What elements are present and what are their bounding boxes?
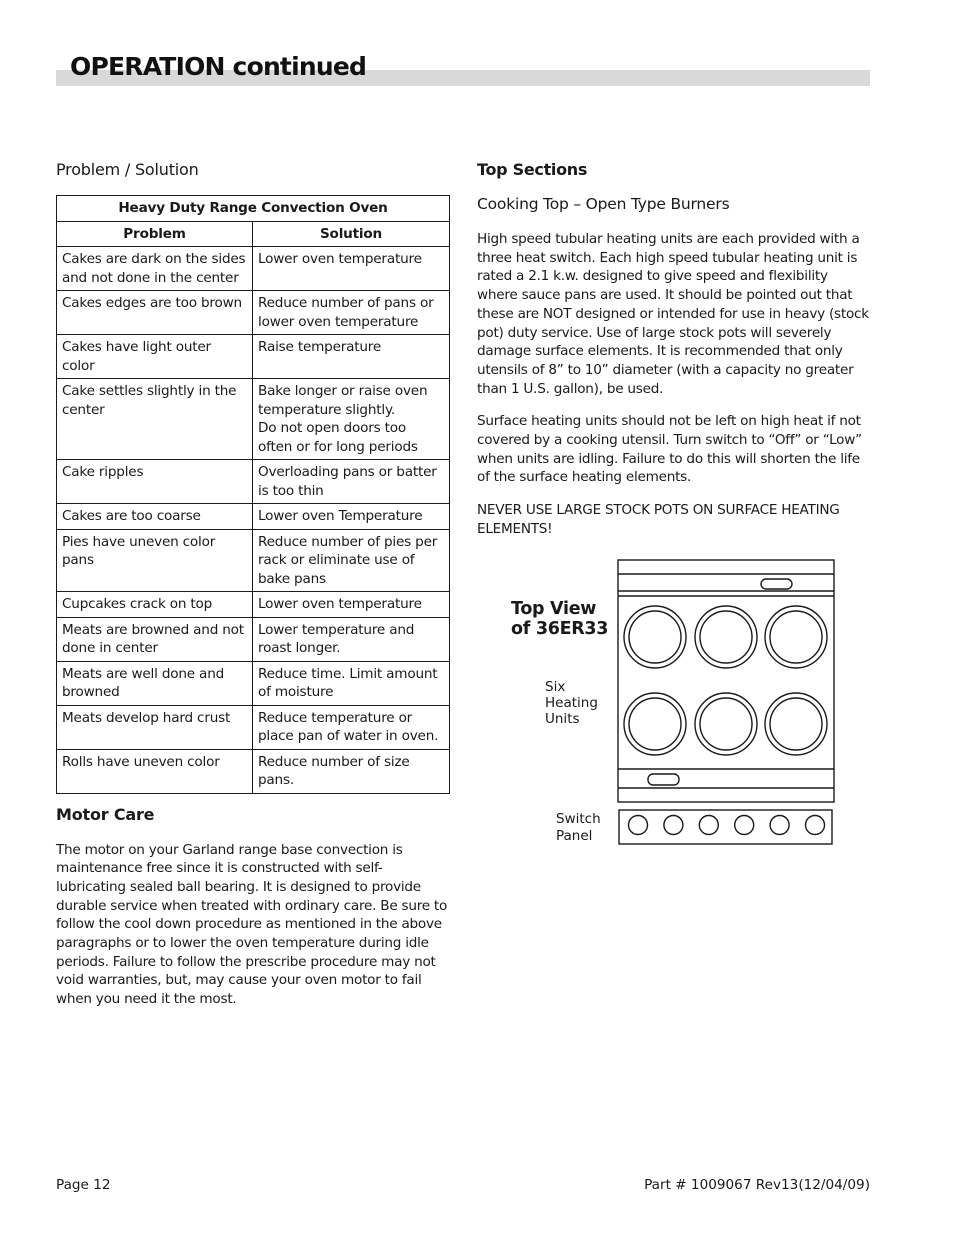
page-number: Page 12: [56, 1177, 111, 1193]
table-row: [57, 661, 450, 705]
solution-cell: Reduce number of pies per rack or eliminate use of bake pans: [253, 529, 450, 592]
heating-unit-icon: [765, 693, 827, 755]
switch-knob-icon: [770, 816, 789, 835]
heating-unit-icon: [695, 606, 757, 668]
stock-pot-warning: NEVER USE LARGE STOCK POTS ON SURFACE HEATING ELEMENTS!: [477, 502, 840, 537]
left-column: [56, 160, 450, 1023]
switch-label-line2: Panel: [556, 828, 593, 844]
problem-cell: Cakes are dark on the sides and not done in the center: [57, 247, 253, 291]
heating-unit-ring: [624, 693, 686, 755]
top-sections-paragraph-2: Surface heating units should not be left on high heat if not covered by a cooking utensil. Turn switch to “Off” or “Low” when units are idling. Failure to do this will shorten the life of the surface heating elements.: [477, 413, 862, 486]
table-caption: Heavy Duty Range Convection Oven: [57, 196, 450, 222]
heating-unit-ring: [770, 698, 822, 750]
problem-solution-heading: Problem / Solution: [56, 160, 199, 179]
heating-unit-icon: [624, 693, 686, 755]
top-sections-paragraph-1: High speed tubular heating units are each provided with a three heat switch. Each high speed tubular heating unit is rated a 2.1 k.w. designed to give speed and flexibility where sauce pans are used. It should be pointed out that these are NOT designed or intended for use in heavy (stock pot) duty service. Use of large stock pots will severely damage surface elements. It is recommended that only utensils of 8” to 10” diameter (with a capacity no greater than 1 U.S. gallon), be used.: [477, 231, 869, 397]
heating-unit-ring: [700, 698, 752, 750]
switch-knob-icon: [664, 816, 683, 835]
solution-cell: Lower temperature and roast longer.: [253, 617, 450, 661]
table-row: [57, 617, 450, 661]
table-row: [57, 529, 450, 592]
column-header-problem: Problem: [57, 221, 253, 247]
solution-cell: Overloading pans or batter is too thin: [253, 460, 450, 504]
range-top-drawing: [500, 558, 845, 850]
heating-label-line3: Units: [545, 711, 580, 727]
problem-cell: Meats are well done and browned: [57, 661, 253, 705]
heating-unit-ring: [624, 606, 686, 668]
problem-cell: Cakes edges are too brown: [57, 291, 253, 335]
table-row: [57, 379, 450, 460]
heating-label-line2: Heating: [545, 695, 598, 711]
column-header-solution: Solution: [253, 221, 450, 247]
motor-care-text: The motor on your Garland range base convection is maintenance free since it is constructed with self-lubricating sealed ball bearing. It is designed to provide durable service when treated with ordinary care. Be sure to follow the cool down procedure as mentioned in the above paragraphs or to lower the oven temperature during idle periods. Failure to follow the prescribe procedure may not void warranties, but, may cause your oven motor to fail when you need it the most.: [56, 841, 448, 1008]
range-top-view-diagram: [500, 558, 845, 850]
table-row: [57, 460, 450, 504]
problem-cell: Cakes are too coarse: [57, 504, 253, 530]
back-rail-handle-icon: [761, 579, 792, 589]
heating-unit-ring: [695, 693, 757, 755]
heating-unit-ring: [765, 693, 827, 755]
switch-knob-icon: [735, 816, 754, 835]
solution-cell: Reduce temperature or place pan of water in oven.: [253, 705, 450, 749]
diagram-title-line1: Top View: [511, 599, 597, 619]
switch-label-line1: Switch: [556, 811, 601, 827]
right-column: [477, 160, 871, 553]
table-row: [57, 592, 450, 618]
top-sections-heading: Top Sections: [477, 160, 588, 179]
problem-cell: Meats are browned and not done in center: [57, 617, 253, 661]
table-row: [57, 247, 450, 291]
switch-panel-outline: [619, 810, 832, 844]
solution-cell: Reduce number of size pans.: [253, 749, 450, 793]
table-row: [57, 335, 450, 379]
table-row: [57, 705, 450, 749]
solution-cell: Reduce time. Limit amount of moisture: [253, 661, 450, 705]
problem-solution-table: [56, 195, 450, 794]
diagram-title-line2: of 36ER33: [511, 619, 609, 639]
heating-unit-icon: [765, 606, 827, 668]
switch-knob-icon: [699, 816, 718, 835]
heating-unit-ring: [629, 698, 681, 750]
switch-knob-icon: [806, 816, 825, 835]
solution-cell: Lower oven temperature: [253, 592, 450, 618]
heating-unit-ring: [695, 606, 757, 668]
cooking-top-subheading: Cooking Top – Open Type Burners: [477, 195, 730, 213]
solution-cell: Reduce number of pans or lower oven temperature: [253, 291, 450, 335]
motor-care-heading: Motor Care: [56, 804, 155, 824]
part-number: Part # 1009067 Rev13(12/04/09): [644, 1177, 870, 1193]
problem-cell: Cake settles slightly in the center: [57, 379, 253, 460]
table-row: [57, 504, 450, 530]
solution-cell: Lower oven temperature: [253, 247, 450, 291]
switch-knob-icon: [629, 816, 648, 835]
front-rail-handle-icon: [648, 774, 679, 785]
page-title: OPERATION continued: [70, 52, 367, 81]
heating-unit-icon: [695, 693, 757, 755]
solution-cell: Lower oven Temperature: [253, 504, 450, 530]
heating-unit-ring: [700, 611, 752, 663]
table-row: [57, 749, 450, 793]
solution-cell: Raise temperature: [253, 335, 450, 379]
heating-unit-ring: [629, 611, 681, 663]
problem-cell: Rolls have uneven color: [57, 749, 253, 793]
problem-cell: Cake ripples: [57, 460, 253, 504]
problem-cell: Cakes have light outer color: [57, 335, 253, 379]
heating-unit-icon: [624, 606, 686, 668]
problem-cell: Pies have uneven color pans: [57, 529, 253, 592]
problem-cell: Cupcakes crack on top: [57, 592, 253, 618]
heating-unit-ring: [765, 606, 827, 668]
solution-cell: Bake longer or raise oven temperature slightly. Do not open doors too often or for long periods: [253, 379, 450, 460]
problem-cell: Meats develop hard crust: [57, 705, 253, 749]
table-row: [57, 291, 450, 335]
heating-label-line1: Six: [545, 679, 566, 695]
heating-unit-ring: [770, 611, 822, 663]
